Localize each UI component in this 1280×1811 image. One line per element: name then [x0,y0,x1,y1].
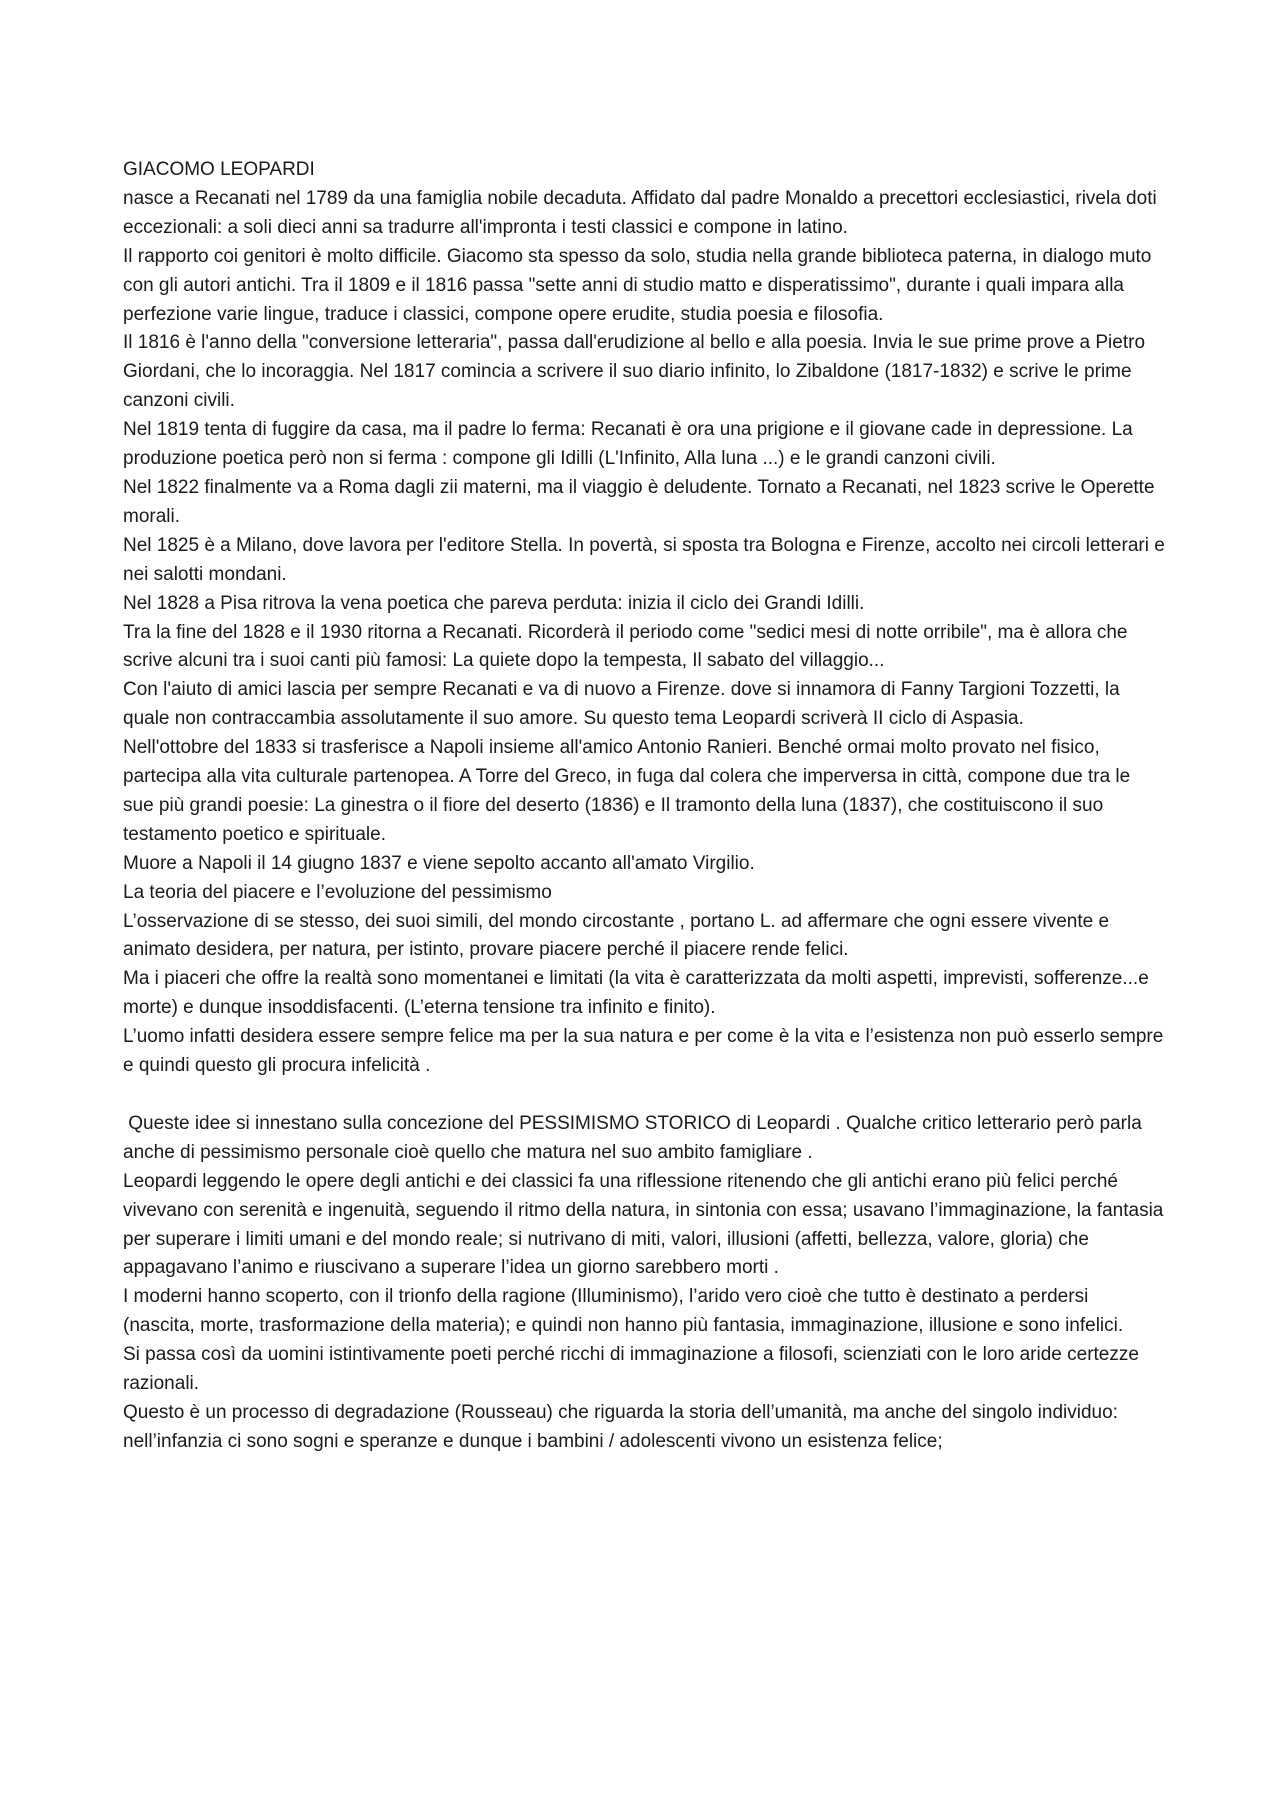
paragraph: Nel 1825 è a Milano, dove lavora per l'editore Stella. In povertà, si sposta tra Bologna e Firenze, accolto nei circoli letterari e nei salotti mondani. [123,534,1165,585]
paragraph: Questo è un processo di degradazione (Rousseau) che riguarda la storia dell’umanità, ma anche del singolo individuo: [123,1401,1118,1423]
paragraph: Con l'aiuto di amici lascia per sempre Recanati e va di nuovo a Firenze. dove si innamora di Fanny Targioni Tozzetti, la quale non contraccambia assolutamente il suo amore. Su questo tema Leopardi scriverà II ciclo di Aspasia. [123,679,1120,730]
paragraph: Nel 1828 a Pisa ritrova la vena poetica che pareva perduta: inizia il ciclo dei Grandi Idilli. [123,592,865,614]
paragraph: L’uomo infatti desidera essere sempre felice ma per la sua natura e per come è la vita e l’esistenza non può esserlo sempre e quindi questo gli procura infelicità . [123,1026,1164,1077]
document-title: GIACOMO LEOPARDI [123,159,315,180]
paragraph: Queste idee si innestano sulla concezione del PESSIMISMO STORICO di Leopardi . Qualche critico letterario però parla anche di pessimismo personale cioè quello che matura nel suo ambito famigliare . [123,1112,1148,1163]
paragraph: Il 1816 è l'anno della "conversione letteraria", passa dall'erudizione al bello e alla poesia. Invia le sue prime prove a Pietro Giordani, che lo incoraggia. Nel 1817 comincia a scrivere il suo diario infinito, lo Zibaldone (1817-1832) e scrive le prime canzoni civili. [123,332,1146,412]
paragraph: Ma i piaceri che offre la realtà sono momentanei e limitati (la vita è caratterizzata da molti aspetti, imprevisti, sofferenze...e morte) e dunque insoddisfacenti. (L’eterna tensione tra infinito e finito). [123,968,1149,1019]
paragraph: I moderni hanno scoperto, con il trionfo della ragione (Illuminismo), l’arido vero cioè che tutto è destinato a perdersi (nascita, morte, trasformazione della materia); e quindi non hanno più fantasia, immaginazione, illusione e sono infelici. [123,1286,1124,1337]
paragraph: Leopardi leggendo le opere degli antichi e dei classici fa una riflessione ritenendo che gli antichi erano più felici perché vivevano con serenità e ingenuità, seguendo il ritmo della natura, in sintonia con essa; usavano l’immaginazione, la fantasia per superare i limiti umani e del mondo reale; si nutrivano di miti, valori, illusioni (affetti, bellezza, valore, gloria) che appagavano l’animo e riuscivano a superare l’idea un giorno sarebbero morti . [123,1170,1164,1279]
document-page [123,156,1165,1457]
blank-line [123,1081,1165,1110]
paragraph: Il rapporto coi genitori è molto difficile. Giacomo sta spesso da solo, studia nella grande biblioteca paterna, in dialogo muto con gli autori antichi. Tra il 1809 e il 1816 passa "sette anni di studio matto e disperatissimo", durante i quali impara alla perfezione varie lingue, traduce i classici, compone opere erudite, studia poesia e filosofia. [123,245,1152,325]
paragraph: Nel 1819 tenta di fuggire da casa, ma il padre lo ferma: Recanati è ora una prigione e il giovane cade in depressione. La produzione poetica però non si ferma : compone gli Idilli (L'Infinito, Alla luna ...) e le grandi canzoni civili. [123,419,1133,470]
paragraph: Si passa così da uomini istintivamente poeti perché ricchi di immaginazione a filosofi, scienziati con le loro aride certezze razionali. [123,1344,1139,1395]
paragraph: nasce a Recanati nel 1789 da una famiglia nobile decaduta. Affidato dal padre Monaldo a precettori ecclesiastici, rivela doti eccezionali: a soli dieci anni sa tradurre all'impronta i testi classici e compone in latino. [123,187,1157,238]
paragraph: Tra la fine del 1828 e il 1930 ritorna a Recanati. Ricorderà il periodo come "sedici mesi di notte orribile", ma è allora che scrive alcuni tra i suoi canti più famosi: La quiete dopo la tempesta, Il sabato del villaggio... [123,621,1128,672]
paragraph: nell’infanzia ci sono sogni e speranze e dunque i bambini / adolescenti vivono un esistenza felice; [123,1430,943,1452]
paragraph: Nell'ottobre del 1833 si trasferisce a Napoli insieme all'amico Antonio Ranieri. Benché ormai molto provato nel fisico, partecipa alla vita culturale partenopea. A Torre del Greco, in fuga dal colera che imperversa in città, compone due tra le sue più grandi poesie: La ginestra o il fiore del deserto (1836) e Il tramonto della luna (1837), che costituiscono il suo testamento poetico e spirituale. [123,737,1131,845]
section-heading: La teoria del piacere e l’evoluzione del pessimismo [123,881,552,903]
paragraph: Nel 1822 finalmente va a Roma dagli zii materni, ma il viaggio è deludente. Tornato a Recanati, nel 1823 scrive le Operette morali. [123,476,1155,527]
paragraph: L’osservazione di se stesso, dei suoi simili, del mondo circostante , portano L. ad affermare che ogni essere vivente e animato desidera, per natura, per istinto, provare piacere perché il piacere rende felici. [123,910,1110,961]
paragraph: Muore a Napoli il 14 giugno 1837 e viene sepolto accanto all'amato Virgilio. [123,852,755,874]
